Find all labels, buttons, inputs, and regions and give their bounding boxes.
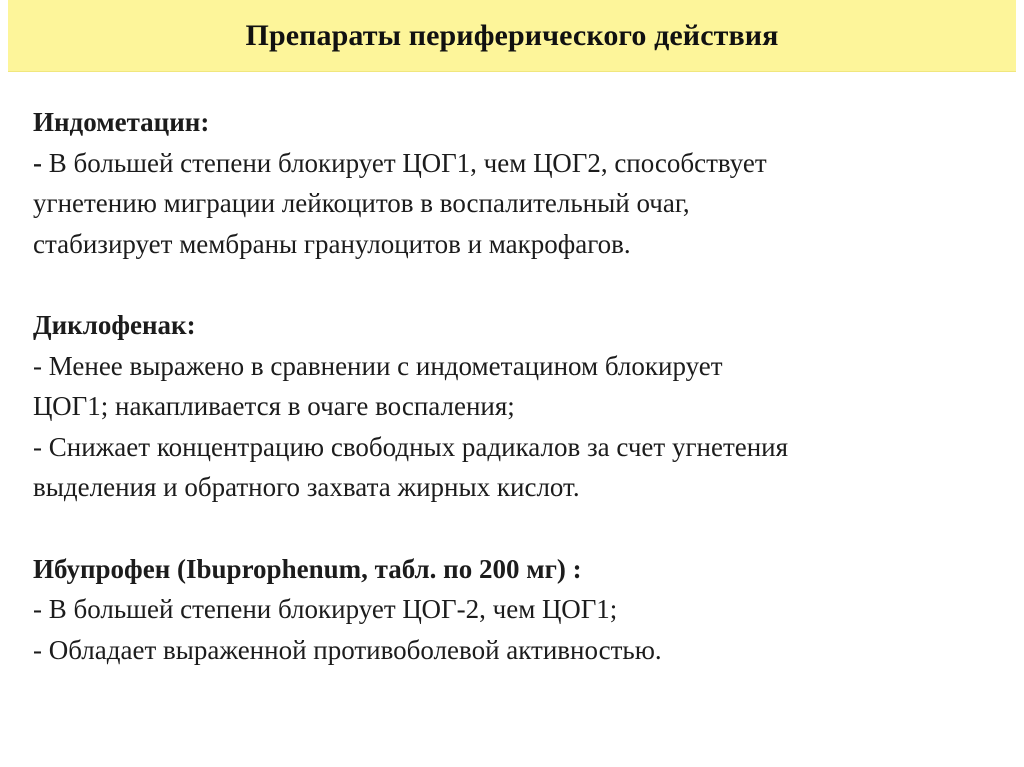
section-diclofenac [33,305,1008,508]
line-text: - В большей степени блокирует ЦОГ-2, чем ЦОГ1; [33,594,618,624]
slide-body [33,102,1008,711]
section-indomethacin [33,102,1008,264]
text-line [33,224,1008,265]
text-line [33,630,1008,671]
text-line [33,386,1008,427]
line-text: - Менее выражено в сравнении с индометацином блокирует [33,350,723,381]
bullet-dash: - [33,147,49,178]
line-text: ЦОГ1; накапливается в очаге воспаления; [33,391,515,421]
line-text: стабизирует мембраны гранулоцитов и макрофагов. [33,228,631,259]
line-text: В большей степени блокирует ЦОГ1, чем ЦОГ2, способствует [48,147,767,178]
line-text: угнетению миграции лейкоцитов в воспалительный очаг, [33,188,690,218]
text-line [33,346,1008,387]
section-heading: Ибупрофен (Ibuprophenum, табл. по 200 мг) : [33,553,582,584]
title-banner [8,0,1016,72]
section-heading: Диклофенак: [33,310,196,340]
text-line [33,427,1008,468]
section-heading: Индометацин: [33,107,210,137]
line-text: выделения и обратного захвата жирных кислот. [33,472,580,502]
slide-title: Препараты периферического действия [245,18,779,52]
section-ibuprofen [33,549,1008,671]
text-line [33,143,1008,184]
text-line [33,589,1008,630]
text-line [33,467,1008,508]
text-line [33,183,1008,224]
line-text: - Обладает выраженной противоболевой активностью. [33,634,662,665]
line-text: - Снижает концентрацию свободных радикалов за счет угнетения [33,431,789,462]
